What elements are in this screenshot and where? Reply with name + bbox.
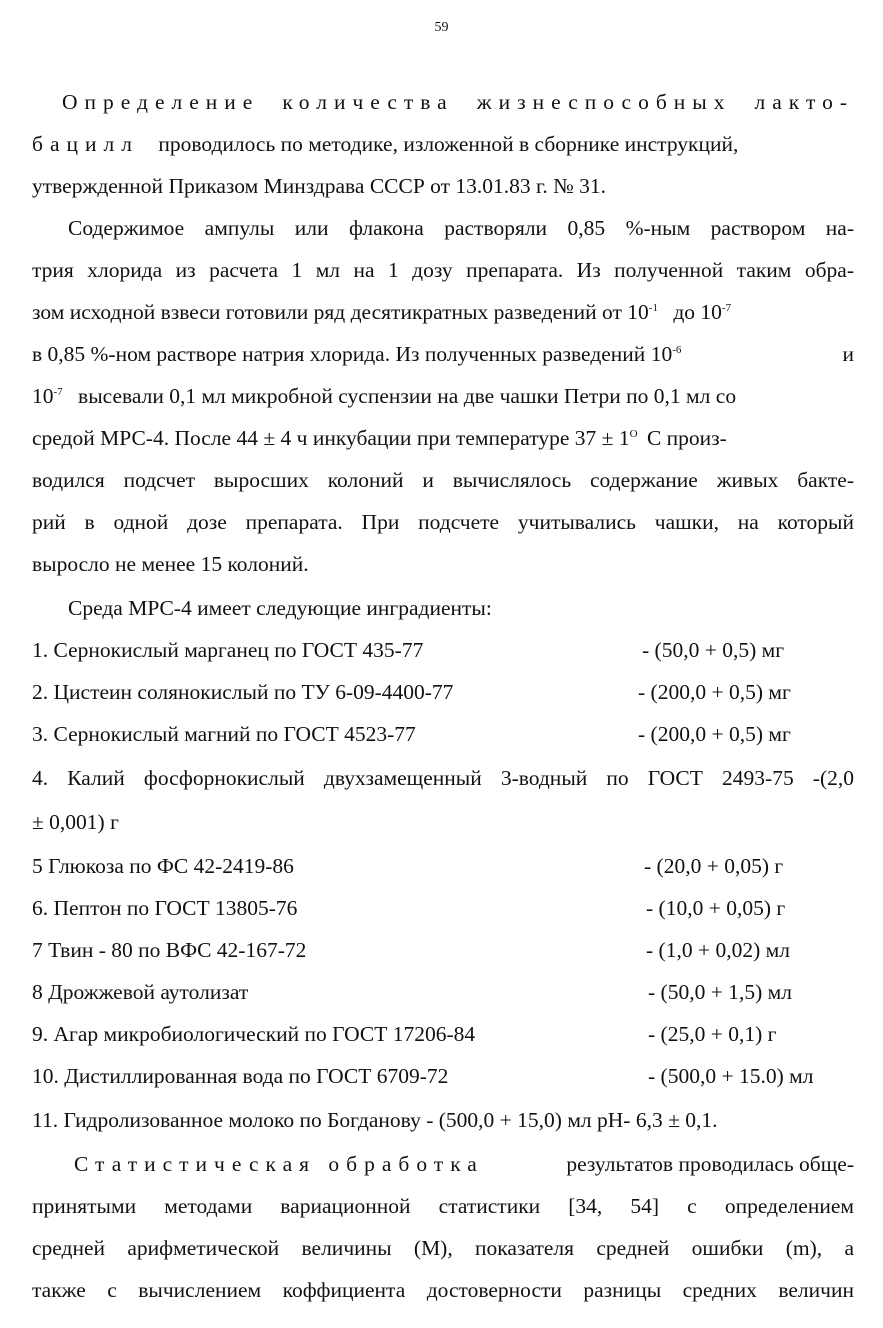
para3-line1-rest: результатов проводилась обще- xyxy=(566,1152,854,1176)
ingredient-name: 8 Дрожжевой аутолизат xyxy=(32,980,249,1004)
para2-line7: водился подсчет выросших колоний и вычислялось содержание живых бакте- xyxy=(32,468,854,492)
ingredient-name: 3. Сернокислый магний по ГОСТ 4523-77 xyxy=(32,722,416,746)
ingredient-7 xyxy=(32,936,854,964)
para1-line2-rest: проводилось по методике, изложенной в сборнике инструкций, xyxy=(158,132,739,156)
para1-line1-text: Определение количества жизнеспособных лакто- xyxy=(62,90,854,114)
ingredient-amount: - (20,0 + 0,05) г xyxy=(644,854,784,878)
ingredient-6 xyxy=(32,894,854,922)
medium-intro: Среда МРС-4 имеет следующие инградиенты: xyxy=(68,596,492,620)
ingredient-amount: - (1,0 + 0,02) мл xyxy=(646,938,790,962)
ingredient-name: 2. Цистеин солянокислый по ТУ 6-09-4400-77 xyxy=(32,680,454,704)
ingredient-name: 9. Агар микробиологический по ГОСТ 17206-84 xyxy=(32,1022,476,1046)
ingredient-amount: - (200,0 + 0,5) мг xyxy=(638,680,791,704)
ingredient-1 xyxy=(32,636,854,664)
para2-line1: Содержимое ампулы или флакона растворяли 0,85 %-ным раствором на- xyxy=(68,216,854,240)
para2-line4-b: и xyxy=(842,342,854,366)
ingredient-10 xyxy=(32,1062,854,1090)
para2-line3-b: до 10 xyxy=(673,300,722,324)
ingredient-amount: - (50,0 + 1,5) мл xyxy=(648,980,792,1004)
ingredient-3 xyxy=(32,720,854,748)
para2-line6-a: средой МРС-4. После 44 ± 4 ч инкубации при температуре 37 ± 1 xyxy=(32,426,630,450)
para2-line4-a: в 0,85 %-ном растворе натрия хлорида. Из полученных разведений 10 xyxy=(32,342,673,366)
ingredient-amount: - (500,0 + 15.0) мл xyxy=(648,1064,814,1088)
superscript: -7 xyxy=(53,385,63,398)
ingredient-name: 6. Пептон по ГОСТ 13805-76 xyxy=(32,896,298,920)
ingredient-amount: - (200,0 + 0,5) мг xyxy=(638,722,791,746)
para1-line2 xyxy=(32,130,854,158)
ingredient-4-line2: ± 0,001) г xyxy=(32,810,119,834)
superscript: O xyxy=(629,427,638,440)
para3-line2: принятыми методами вариационной статистики [34, 54] с определением xyxy=(32,1194,854,1218)
ingredient-2 xyxy=(32,678,854,706)
para1-line3: утвержденной Приказом Минздрава СССР от 13.01.83 г. № 31. xyxy=(32,174,606,198)
ingredient-amount: - (25,0 + 0,1) г xyxy=(648,1022,777,1046)
ingredient-9 xyxy=(32,1020,854,1048)
ingredient-name: 10. Дистиллированная вода по ГОСТ 6709-72 xyxy=(32,1064,449,1088)
para2-line5 xyxy=(32,382,854,410)
para3-line1 xyxy=(74,1150,854,1178)
ingredient-11: 11. Гидролизованное молоко по Богданову - (500,0 + 15,0) мл рН- 6,3 ± 0,1. xyxy=(32,1108,718,1132)
superscript: -1 xyxy=(648,301,658,314)
ingredient-amount: - (50,0 + 0,5) мг xyxy=(642,638,785,662)
para2-line5-a: 10 xyxy=(32,384,54,408)
para2-line4 xyxy=(32,340,854,368)
page-number: 59 xyxy=(434,20,449,35)
ingredient-name: 5 Глюкоза по ФС 42-2419-86 xyxy=(32,854,294,878)
ingredient-name: 7 Твин - 80 по ВФС 42-167-72 xyxy=(32,938,307,962)
para3-line3: средней арифметической величины (М), показателя средней ошибки (m), а xyxy=(32,1236,854,1260)
para3-line4: также с вычислением коффициента достоверности разницы средних величин xyxy=(32,1278,854,1302)
para1-line1 xyxy=(62,88,854,116)
para2-line9: выросло не менее 15 колоний. xyxy=(32,552,309,576)
ingredient-amount: - (10,0 + 0,05) г xyxy=(646,896,786,920)
para3-line1-spaced: Статистическая обработка xyxy=(74,1152,484,1176)
ingredient-name: 1. Сернокислый марганец по ГОСТ 435-77 xyxy=(32,638,424,662)
para2-line6-b: C произ- xyxy=(646,426,727,450)
superscript: -7 xyxy=(721,301,732,314)
ingredient-5 xyxy=(32,852,854,880)
para2-line2: трия хлорида из расчета 1 мл на 1 дозу препарата. Из полученной таким обра- xyxy=(32,258,854,282)
para2-line3 xyxy=(32,298,854,326)
ingredient-4-line1: 4. Калий фосфорнокислый двухзамещенный 3-водный по ГОСТ 2493-75 -(2,0 xyxy=(32,766,854,790)
superscript: -6 xyxy=(672,343,682,356)
para2-line8: рий в одной дозе препарата. При подсчете учитывались чашки, на который xyxy=(32,510,854,534)
para2-line6 xyxy=(32,424,854,452)
ingredient-8 xyxy=(32,978,854,1006)
para2-line5-b: высевали 0,1 мл микробной суспензии на две чашки Петри по 0,1 мл со xyxy=(78,384,737,408)
para1-line2-spaced: бацилл xyxy=(32,132,139,156)
para2-line3-a: зом исходной взвеси готовили ряд десятикратных разведений от 10 xyxy=(32,300,649,324)
